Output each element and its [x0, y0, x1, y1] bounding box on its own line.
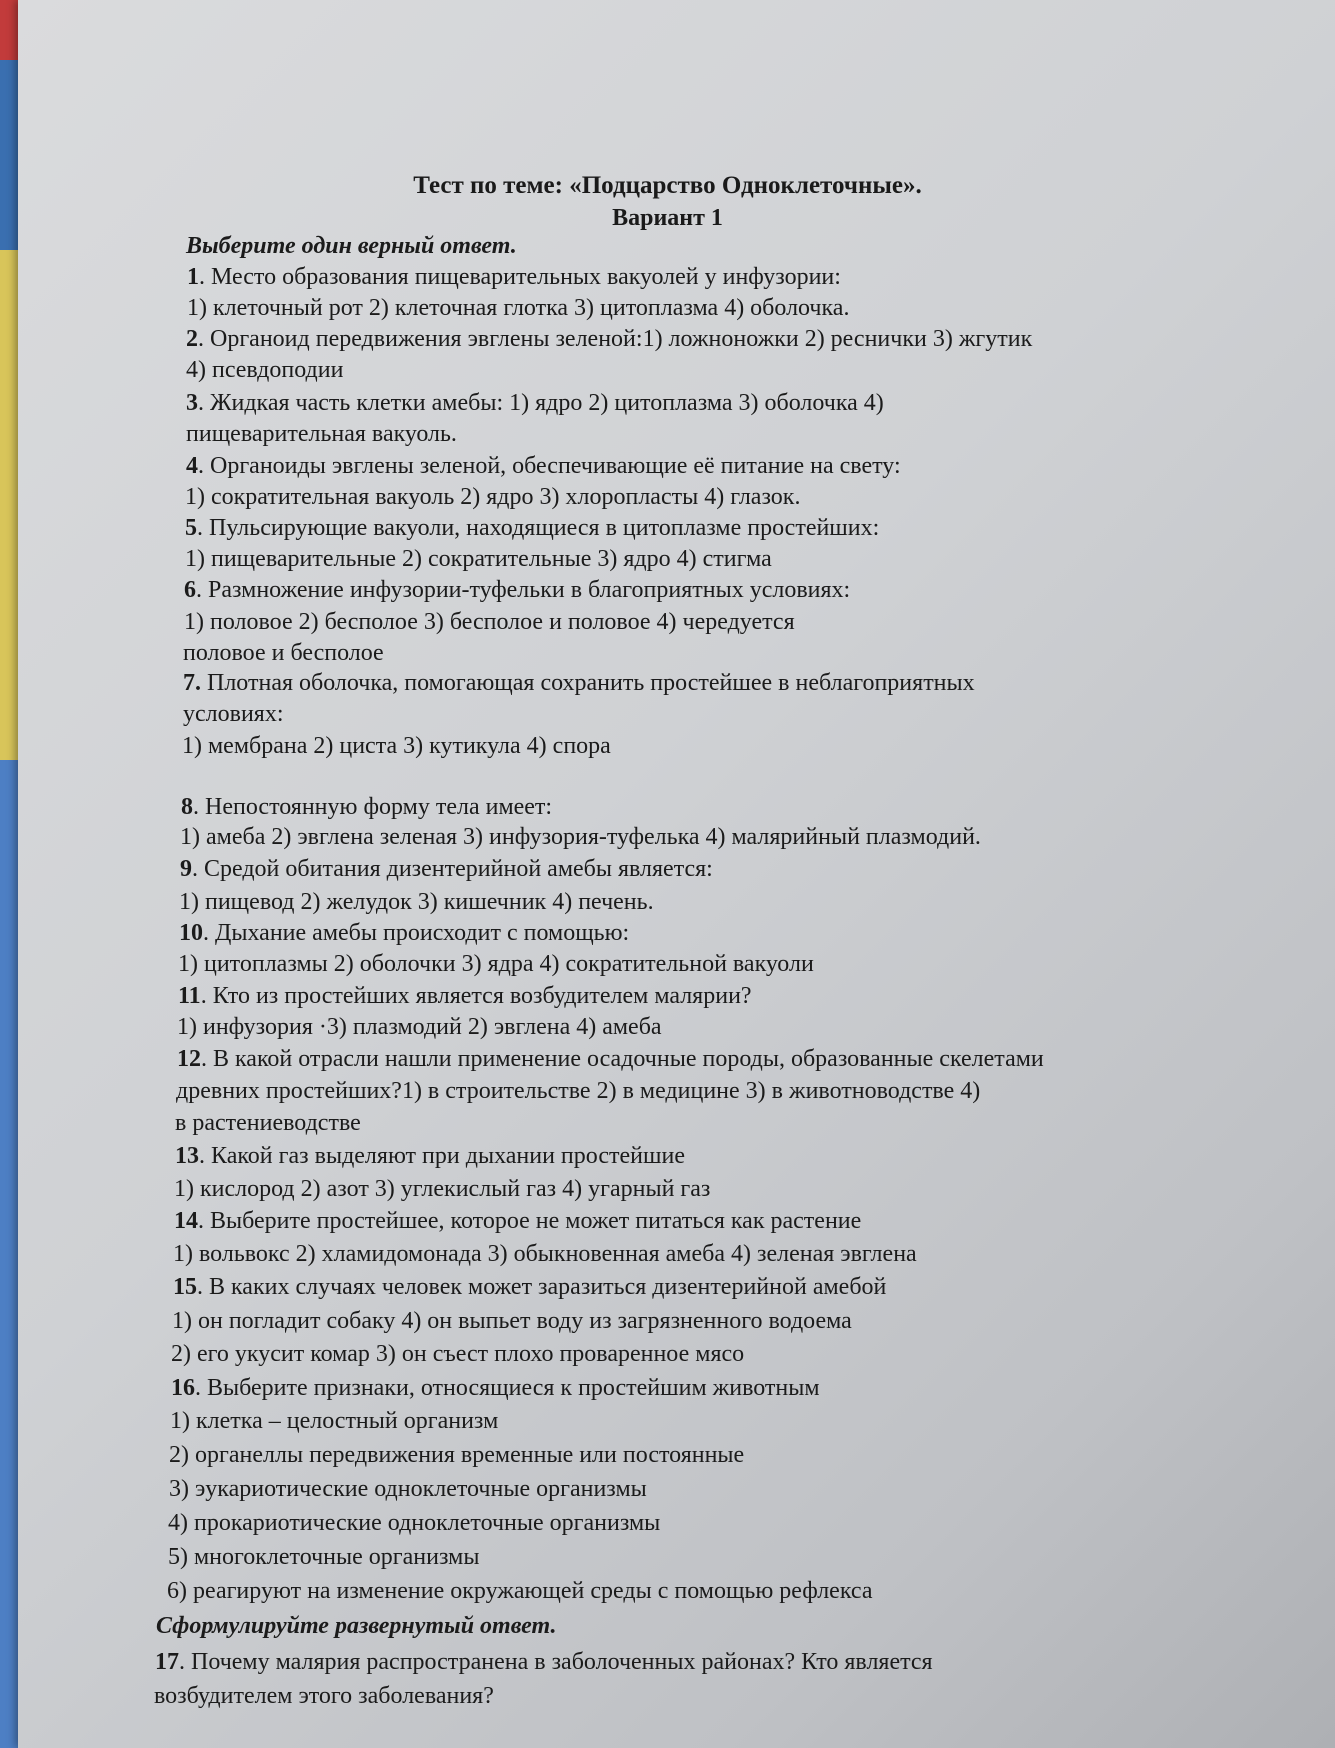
question-text: . Кто из простейших является возбудителем малярии? [200, 983, 752, 1009]
question-number: 17 [155, 1649, 179, 1675]
question-number: 12 [177, 1046, 201, 1072]
question-16-option-2: 2) органеллы передвижения временные или постоянные [169, 1442, 745, 1468]
question-16-option-6: 6) реагируют на изменение окружающей среды с помощью рефлекса [167, 1578, 873, 1604]
question-text: . Жидкая часть клетки амебы: 1) ядро 2) цитоплазма 3) оболочка 4) [198, 390, 884, 416]
question-text: . Средой обитания дизентерийной амебы является: [192, 856, 713, 882]
question-15 [173, 1272, 886, 1302]
question-12-cont-2: в растениеводстве [175, 1110, 361, 1136]
question-10 [179, 918, 629, 948]
question-15-options-a: 1) он погладит собаку 4) он выпьет воду из загрязненного водоема [172, 1308, 852, 1334]
question-8-options: 1) амеба 2) эвглена зеленая 3) инфузория-туфелька 4) малярийный плазмодий. [180, 824, 981, 850]
question-number: 6 [184, 577, 196, 603]
question-text: Плотная оболочка, помогающая сохранить простейшее в неблагоприятных [201, 670, 975, 696]
question-4-options: 1) сократительная вакуоль 2) ядро 3) хлоропласты 4) глазок. [185, 484, 801, 510]
page-title: Тест по теме: «Подцарство Одноклеточные». [413, 172, 922, 199]
question-number: 16 [171, 1375, 195, 1401]
question-7-cont: условиях: [183, 701, 284, 727]
question-2-options-cont: 4) псевдоподии [186, 357, 344, 383]
question-text: . Пульсирующие вакуоли, находящиеся в цитоплазме простейших: [197, 515, 880, 541]
question-number: 10 [179, 920, 203, 946]
question-text: . Какой газ выделяют при дыхании простейшие [199, 1143, 685, 1169]
question-13-options: 1) кислород 2) азот 3) углекислый газ 4) угарный газ [174, 1176, 711, 1202]
question-13 [175, 1141, 685, 1171]
question-16-option-1: 1) клетка – целостный организм [170, 1408, 499, 1434]
question-6-options: 1) половое 2) бесполое 3) бесполое и половое 4) чередуется [184, 609, 795, 635]
question-number: 5 [185, 515, 197, 541]
question-3 [186, 388, 884, 418]
question-16-option-5: 5) многоклеточные организмы [168, 1544, 480, 1570]
question-number: 13 [175, 1143, 199, 1169]
question-number: 11 [178, 983, 201, 1009]
question-text: . Почему малярия распространена в заболоченных районах? Кто является [179, 1649, 933, 1675]
question-1-options: 1) клеточный рот 2) клеточная глотка 3) цитоплазма 4) оболочка. [187, 295, 850, 321]
question-10-options: 1) цитоплазмы 2) оболочки 3) ядра 4) сократительной вакуоли [178, 951, 814, 977]
question-number: 1 [187, 264, 199, 290]
question-2 [186, 324, 1032, 354]
question-12-cont-1: древних простейших?1) в строительстве 2) в медицине 3) в животноводстве 4) [176, 1078, 981, 1104]
question-9-options: 1) пищевод 2) желудок 3) кишечник 4) печень. [179, 889, 654, 915]
question-17-cont: возбудителем этого заболевания? [154, 1683, 494, 1709]
question-14 [174, 1206, 861, 1236]
question-text: . Органоиды эвглены зеленой, обеспечивающие её питание на свету: [198, 453, 901, 479]
question-text: . Место образования пищеварительных вакуолей у инфузории: [199, 264, 841, 290]
question-5 [185, 513, 879, 543]
question-16 [171, 1373, 820, 1403]
question-text: . Размножение инфузории-туфельки в благоприятных условиях: [196, 577, 851, 603]
question-text: . Выберите признаки, относящиеся к простейшим животным [195, 1375, 820, 1401]
variant-label: Вариант 1 [612, 205, 723, 231]
question-text: . В каких случаях человек может заразиться дизентерийной амебой [197, 1274, 887, 1300]
question-text: . Непостоянную форму тела имеет: [193, 794, 553, 820]
question-16-option-4: 4) прокариотические одноклеточные организмы [168, 1510, 661, 1536]
question-number: 2 [186, 326, 198, 352]
question-11 [178, 981, 752, 1011]
question-number: 9 [180, 856, 192, 882]
question-3-options-cont: пищеварительная вакуоль. [186, 421, 457, 447]
question-4 [186, 451, 901, 481]
question-7-options: 1) мембрана 2) циста 3) кутикула 4) спора [182, 733, 611, 759]
question-number: 14 [174, 1208, 198, 1234]
question-text: . Органоид передвижения эвглены зеленой:1) ложноножки 2) реснички 3) жгутик [198, 326, 1033, 352]
question-8 [181, 792, 552, 822]
question-6-options-cont: половое и бесполое [183, 640, 384, 666]
paper-sheet [18, 0, 1335, 1748]
question-1 [187, 262, 841, 292]
question-16-option-3: 3) эукариотические одноклеточные организмы [169, 1476, 647, 1502]
question-7 [183, 668, 975, 698]
section-instruction-open: Сформулируйте развернутый ответ. [156, 1613, 557, 1639]
question-6 [184, 575, 850, 605]
question-17 [155, 1647, 933, 1677]
question-9 [180, 854, 713, 884]
question-12 [177, 1044, 1044, 1074]
question-number: 3 [186, 390, 198, 416]
question-5-options: 1) пищеварительные 2) сократительные 3) ядро 4) стигма [185, 546, 772, 572]
question-text: . Дыхание амебы происходит с помощью: [203, 920, 630, 946]
question-text: . Выберите простейшее, которое не может питаться как растение [198, 1208, 862, 1234]
question-text: . В какой отрасли нашли применение осадочные породы, образованные скелетами [201, 1046, 1044, 1072]
section-instruction-choose: Выберите один верный ответ. [186, 233, 517, 259]
question-number: 4 [186, 453, 198, 479]
question-number: 15 [173, 1274, 197, 1300]
question-number: 7. [183, 670, 201, 696]
question-15-options-b: 2) его укусит комар 3) он съест плохо проваренное мясо [171, 1341, 745, 1367]
question-11-options: 1) инфузория ·3) плазмодий 2) эвглена 4) амеба [177, 1014, 662, 1040]
question-14-options: 1) вольвокс 2) хламидомонада 3) обыкновенная амеба 4) зеленая эвглена [173, 1241, 917, 1267]
question-number: 8 [181, 794, 193, 820]
